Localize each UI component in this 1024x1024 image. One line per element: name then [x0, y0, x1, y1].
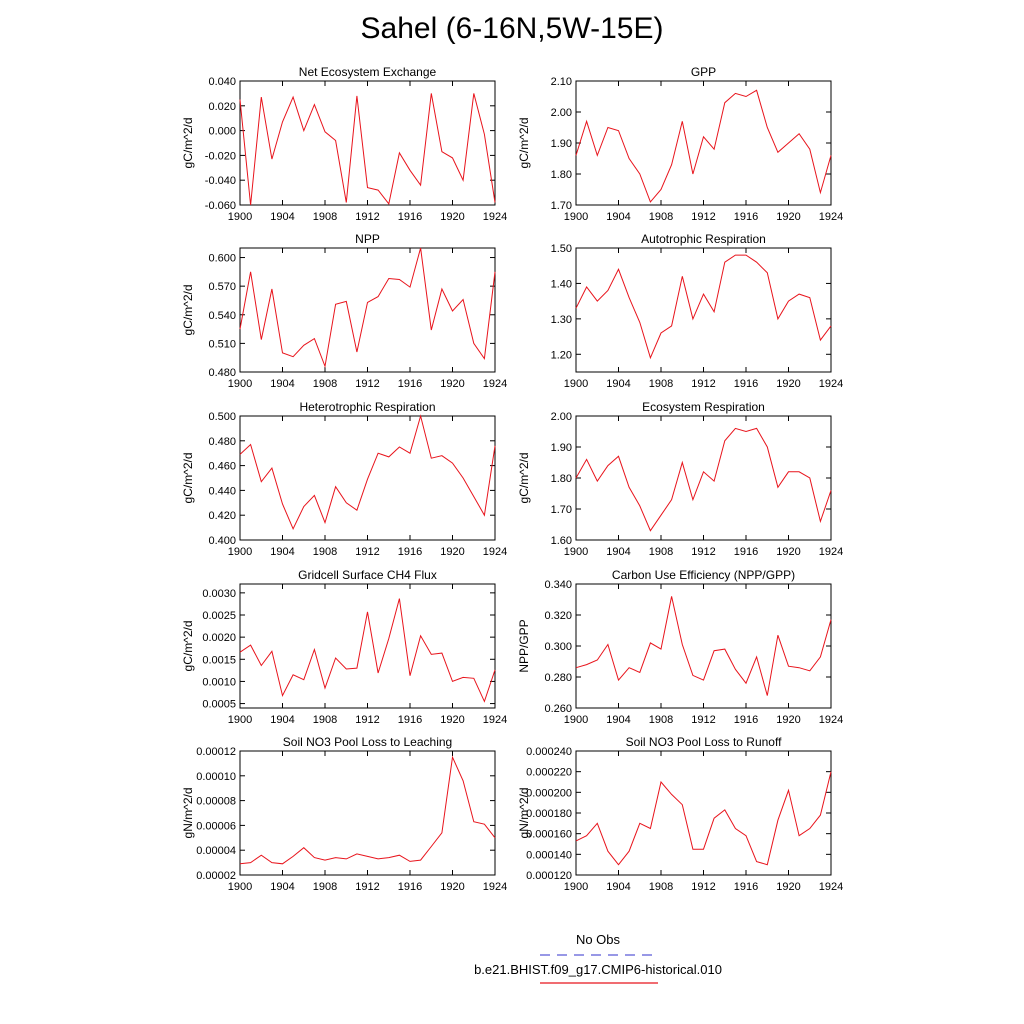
x-tick-label: 1900: [227, 546, 253, 558]
x-tick-label: 1920: [440, 881, 465, 893]
y-axis-label: gN/m^2/d: [181, 787, 195, 839]
chart-panel: [181, 65, 507, 223]
x-tick-label: 1900: [563, 881, 589, 893]
x-tick-label: 1900: [227, 714, 253, 726]
series-line: [240, 599, 495, 702]
y-tick-label: 1.70: [550, 504, 572, 516]
x-tick-label: 1916: [733, 546, 759, 558]
x-tick-label: 1920: [776, 211, 801, 223]
y-tick-label: 1.70: [550, 200, 572, 212]
x-tick-label: 1920: [776, 881, 801, 893]
x-tick-label: 1900: [563, 211, 589, 223]
y-axis-label: gC/m^2/d: [181, 452, 195, 504]
x-tick-label: 1908: [312, 211, 338, 223]
y-tick-label: 2.00: [550, 107, 572, 119]
y-axis-label: gC/m^2/d: [517, 452, 531, 504]
x-tick-label: 1904: [270, 546, 295, 558]
x-tick-label: 1924: [818, 881, 844, 893]
y-tick-label: 0.000160: [526, 828, 572, 841]
y-tick-label: 0.00010: [196, 770, 236, 783]
y-tick-label: 1.90: [550, 138, 572, 150]
chart-panel: [181, 735, 507, 893]
plot-frame: [576, 751, 831, 875]
y-tick-label: 0.00004: [196, 845, 236, 858]
plot-frame: [576, 416, 831, 540]
y-tick-label: 0.020: [208, 100, 236, 113]
chart-panel: [551, 232, 844, 390]
x-tick-label: 1912: [355, 714, 380, 726]
plot-frame: [240, 584, 495, 708]
x-tick-label: 1912: [355, 378, 380, 390]
series-line: [240, 416, 495, 529]
x-tick-label: 1912: [691, 378, 716, 390]
panel-title: Carbon Use Efficiency (NPP/GPP): [611, 568, 796, 582]
x-tick-label: 1900: [227, 211, 253, 223]
y-tick-label: 0.260: [544, 703, 572, 715]
plot-frame: [576, 248, 831, 372]
x-tick-label: 1924: [818, 546, 844, 558]
panel-title: Net Ecosystem Exchange: [298, 65, 437, 79]
panel-title: GPP: [690, 65, 717, 79]
x-tick-label: 1916: [397, 211, 423, 223]
x-tick-label: 1916: [733, 211, 759, 223]
y-tick-label: 0.000120: [526, 870, 572, 882]
y-tick-label: 0.0005: [202, 698, 236, 711]
x-tick-label: 1908: [312, 378, 338, 390]
series-line: [576, 90, 831, 202]
y-tick-label: 0.540: [208, 309, 236, 322]
y-tick-label: 0.0015: [202, 654, 236, 667]
y-tick-label: 2.00: [550, 411, 572, 423]
y-tick-label: 0.400: [208, 535, 236, 547]
y-tick-label: 0.570: [208, 281, 236, 294]
x-tick-label: 1900: [563, 714, 589, 726]
x-tick-label: 1904: [270, 378, 295, 390]
y-tick-label: -0.040: [204, 175, 236, 188]
series-line: [576, 428, 831, 530]
chart-panel: [517, 735, 843, 893]
chart-panel: [181, 232, 507, 390]
chart-panel: [181, 568, 507, 726]
series-line: [576, 255, 831, 358]
legend-model-label: b.e21.BHIST.f09_g17.CMIP6-historical.010: [474, 962, 722, 977]
y-tick-label: 0.500: [208, 411, 236, 423]
series-line: [240, 757, 495, 864]
y-axis-label: gC/m^2/d: [181, 117, 195, 169]
panel-title: Heterotrophic Respiration: [299, 400, 436, 414]
x-tick-label: 1916: [397, 378, 423, 390]
x-tick-label: 1924: [818, 714, 844, 726]
y-tick-label: 2.10: [550, 76, 572, 88]
x-tick-label: 1904: [606, 378, 631, 390]
x-tick-label: 1916: [397, 714, 423, 726]
x-tick-label: 1912: [355, 546, 380, 558]
y-tick-label: 1.20: [550, 349, 572, 362]
x-tick-label: 1916: [733, 378, 759, 390]
y-tick-label: 0.0010: [202, 676, 236, 689]
x-tick-label: 1920: [440, 546, 465, 558]
y-tick-label: -0.020: [204, 150, 236, 163]
x-tick-label: 1900: [227, 881, 253, 893]
x-tick-label: 1904: [606, 881, 631, 893]
y-tick-label: 0.000220: [526, 766, 572, 779]
x-tick-label: 1912: [691, 211, 716, 223]
x-tick-label: 1908: [312, 881, 338, 893]
y-tick-label: 1.30: [550, 313, 572, 326]
y-tick-label: 0.600: [208, 252, 236, 265]
x-tick-label: 1924: [482, 211, 508, 223]
y-tick-label: 0.440: [208, 485, 236, 498]
x-tick-label: 1904: [606, 546, 631, 558]
y-tick-label: 0.460: [208, 460, 236, 473]
y-axis-label: gC/m^2/d: [517, 117, 531, 169]
y-tick-label: 0.000200: [526, 787, 572, 800]
x-tick-label: 1912: [355, 211, 380, 223]
chart-panel: [517, 400, 843, 558]
y-tick-label: 0.320: [544, 610, 572, 622]
x-tick-label: 1920: [440, 714, 465, 726]
y-tick-label: 0.0020: [202, 632, 236, 645]
x-tick-label: 1916: [397, 546, 423, 558]
x-tick-label: 1912: [691, 714, 716, 726]
x-tick-label: 1924: [818, 378, 844, 390]
x-tick-label: 1908: [312, 714, 338, 726]
plot-frame: [240, 248, 495, 372]
x-tick-label: 1924: [482, 546, 508, 558]
y-tick-label: 0.0025: [202, 610, 236, 622]
panel-title: Autotrophic Respiration: [641, 232, 766, 246]
x-tick-label: 1916: [397, 881, 423, 893]
x-tick-label: 1920: [440, 378, 465, 390]
x-tick-label: 1904: [270, 714, 295, 726]
y-tick-label: 0.040: [208, 76, 236, 88]
x-tick-label: 1904: [606, 211, 631, 223]
y-tick-label: 1.80: [550, 473, 572, 485]
x-tick-label: 1924: [482, 714, 508, 726]
x-tick-label: 1920: [776, 714, 801, 726]
y-tick-label: 0.280: [544, 672, 572, 684]
x-tick-label: 1900: [563, 546, 589, 558]
panel-title: Ecosystem Respiration: [642, 400, 765, 414]
y-tick-label: 0.00002: [196, 870, 236, 882]
y-tick-label: 0.00008: [196, 795, 236, 808]
y-tick-label: 0.00012: [196, 746, 236, 758]
x-tick-label: 1920: [776, 378, 801, 390]
series-line: [576, 772, 831, 865]
y-tick-label: 1.50: [550, 243, 572, 255]
series-line: [240, 248, 495, 366]
y-tick-label: -0.060: [204, 200, 236, 212]
x-tick-label: 1924: [818, 211, 844, 223]
panel-title: Soil NO3 Pool Loss to Leaching: [282, 735, 453, 749]
plot-frame: [576, 584, 831, 708]
x-tick-label: 1904: [270, 211, 295, 223]
y-axis-label: gC/m^2/d: [181, 284, 195, 336]
x-tick-label: 1908: [312, 546, 338, 558]
x-tick-label: 1916: [733, 714, 759, 726]
y-tick-label: 0.000180: [526, 808, 572, 820]
y-tick-label: 1.80: [550, 169, 572, 181]
y-tick-label: 0.340: [544, 579, 572, 591]
x-tick-label: 1900: [227, 378, 253, 390]
plot-frame: [576, 81, 831, 205]
chart-panel: [181, 400, 507, 558]
y-tick-label: 1.90: [550, 442, 572, 454]
panel-title: Gridcell Surface CH4 Flux: [298, 568, 437, 582]
y-tick-label: 0.0030: [202, 587, 236, 600]
x-tick-label: 1908: [648, 378, 674, 390]
x-tick-label: 1912: [691, 881, 716, 893]
series-line: [576, 596, 831, 695]
x-tick-label: 1904: [270, 881, 295, 893]
x-tick-label: 1912: [355, 881, 380, 893]
chart-panel: [517, 65, 843, 223]
panel-title: Soil NO3 Pool Loss to Runoff: [625, 735, 782, 749]
y-axis-label: gN/m^2/d: [517, 787, 531, 839]
y-tick-label: 0.000240: [526, 746, 572, 758]
x-tick-label: 1900: [563, 378, 589, 390]
x-tick-label: 1920: [776, 546, 801, 558]
y-tick-label: 0.300: [544, 641, 572, 653]
y-tick-label: 0.480: [208, 367, 236, 379]
x-tick-label: 1912: [691, 546, 716, 558]
page-title: Sahel (6-16N,5W-15E): [360, 12, 664, 45]
x-tick-label: 1924: [482, 378, 508, 390]
y-tick-label: 0.510: [208, 338, 236, 351]
x-tick-label: 1908: [648, 546, 674, 558]
x-tick-label: 1908: [648, 211, 674, 223]
y-tick-label: 0.00006: [196, 820, 236, 833]
x-tick-label: 1920: [440, 211, 465, 223]
panel-title: NPP: [355, 232, 380, 246]
x-tick-label: 1908: [648, 881, 674, 893]
chart-panel: [517, 568, 843, 726]
x-tick-label: 1916: [733, 881, 759, 893]
y-axis-label: gC/m^2/d: [181, 620, 195, 672]
x-tick-label: 1924: [482, 881, 508, 893]
y-tick-label: 0.480: [208, 435, 236, 448]
y-tick-label: 0.000: [208, 125, 236, 138]
y-axis-label: NPP/GPP: [517, 619, 531, 673]
x-tick-label: 1908: [648, 714, 674, 726]
legend-obs-label: No Obs: [575, 932, 621, 947]
y-tick-label: 1.40: [550, 278, 572, 291]
y-tick-label: 1.60: [550, 535, 572, 547]
y-tick-label: 0.000140: [526, 849, 572, 862]
y-tick-label: 0.420: [208, 510, 236, 523]
x-tick-label: 1904: [606, 714, 631, 726]
series-line: [240, 93, 495, 205]
